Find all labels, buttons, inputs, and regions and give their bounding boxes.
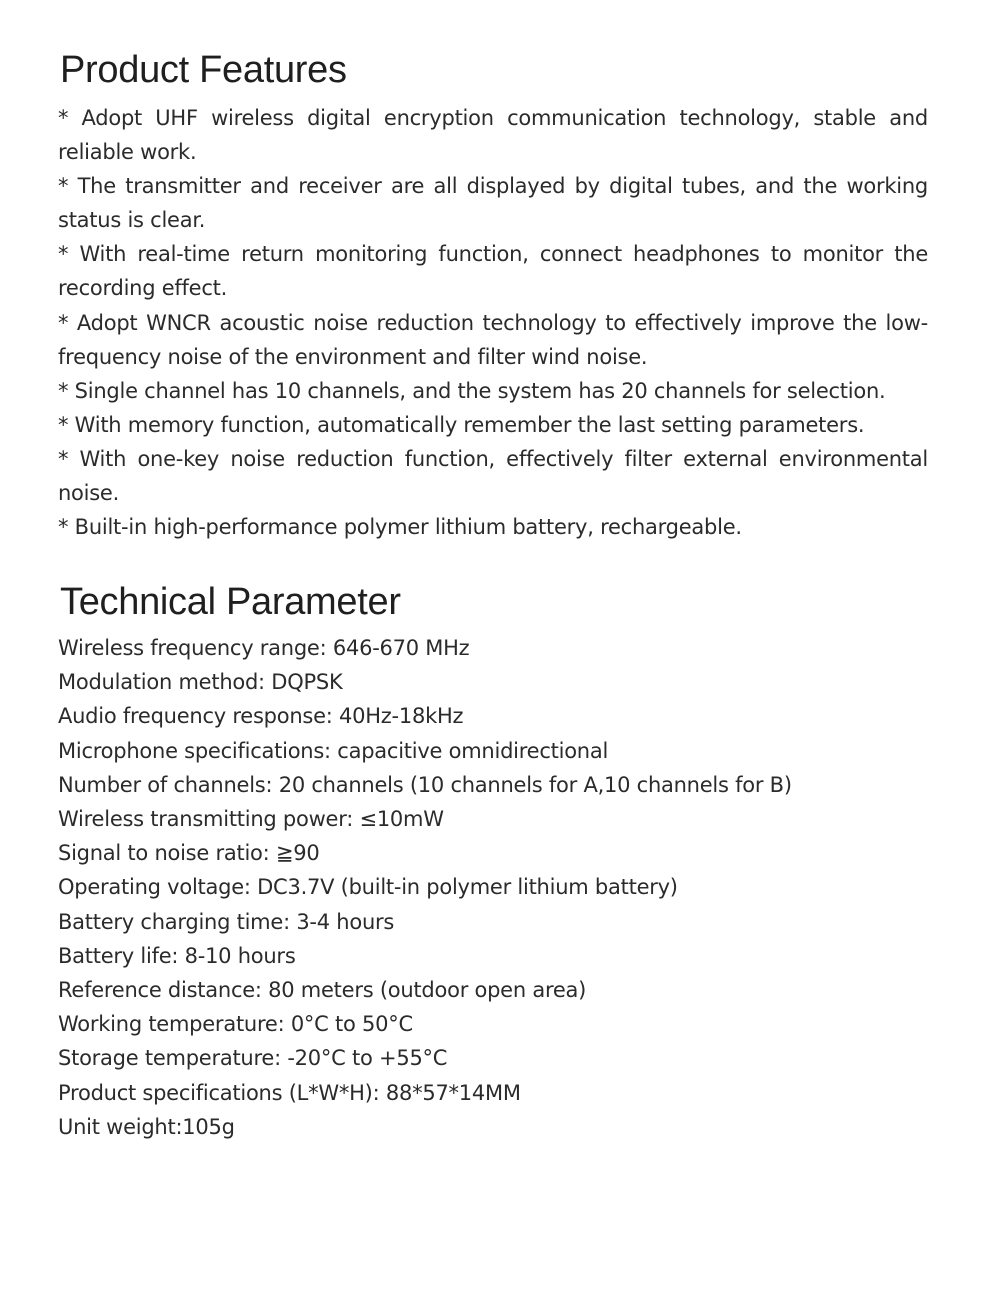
parameter-row: Signal to noise ratio: ≧90 [58,841,320,866]
parameter-row: Product specifications (L*W*H): 88*57*14MM [58,1080,521,1105]
parameter-row: Modulation method: DQPSK [58,670,343,695]
feature-item: * Adopt UHF wireless digital encryption communication technology, stable and reliable work. [58,106,928,165]
feature-item: * With one-key noise reduction function, effectively filter external environmental noise. [58,446,928,506]
technical-parameter-heading: Technical Parameter [60,581,401,623]
feature-item: * With memory function, automatically remember the last setting parameters. [58,412,865,437]
parameter-row: Audio frequency response: 40Hz-18kHz [58,704,464,729]
parameter-row: Unit weight:105g [58,1114,235,1139]
parameter-row: Storage temperature: -20°C to +55°C [58,1046,448,1071]
feature-item: * Built-in high-performance polymer lithium battery, rechargeable. [58,515,742,540]
parameter-row: Wireless frequency range: 646-670 MHz [58,636,470,660]
parameter-row: Operating voltage: DC3.7V (built-in polymer lithium battery) [58,875,678,900]
feature-item: * The transmitter and receiver are all displayed by digital tubes, and the working status is clear. [58,174,928,233]
parameter-row: Microphone specifications: capacitive omnidirectional [58,738,609,763]
parameters-list [58,631,928,1144]
product-features-heading: Product Features [60,49,347,91]
parameter-row: Battery charging time: 3-4 hours [58,909,395,934]
feature-item: * With real-time return monitoring function, connect headphones to monitor the recording effect. [58,242,928,301]
parameter-row: Working temperature: 0°C to 50°C [58,1012,413,1037]
parameter-row: Reference distance: 80 meters (outdoor open area) [58,978,587,1003]
feature-item: * Single channel has 10 channels, and the system has 20 channels for selection. [58,378,886,403]
parameter-row: Battery life: 8-10 hours [58,943,296,968]
features-list [58,101,928,544]
parameter-row: Number of channels: 20 channels (10 channels for A,10 channels for B) [58,772,792,797]
parameter-row: Wireless transmitting power: ≤10mW [58,807,444,832]
feature-item: * Adopt WNCR acoustic noise reduction technology to effectively improve the low-frequency noise of the environment and filter wind noise. [58,310,928,369]
